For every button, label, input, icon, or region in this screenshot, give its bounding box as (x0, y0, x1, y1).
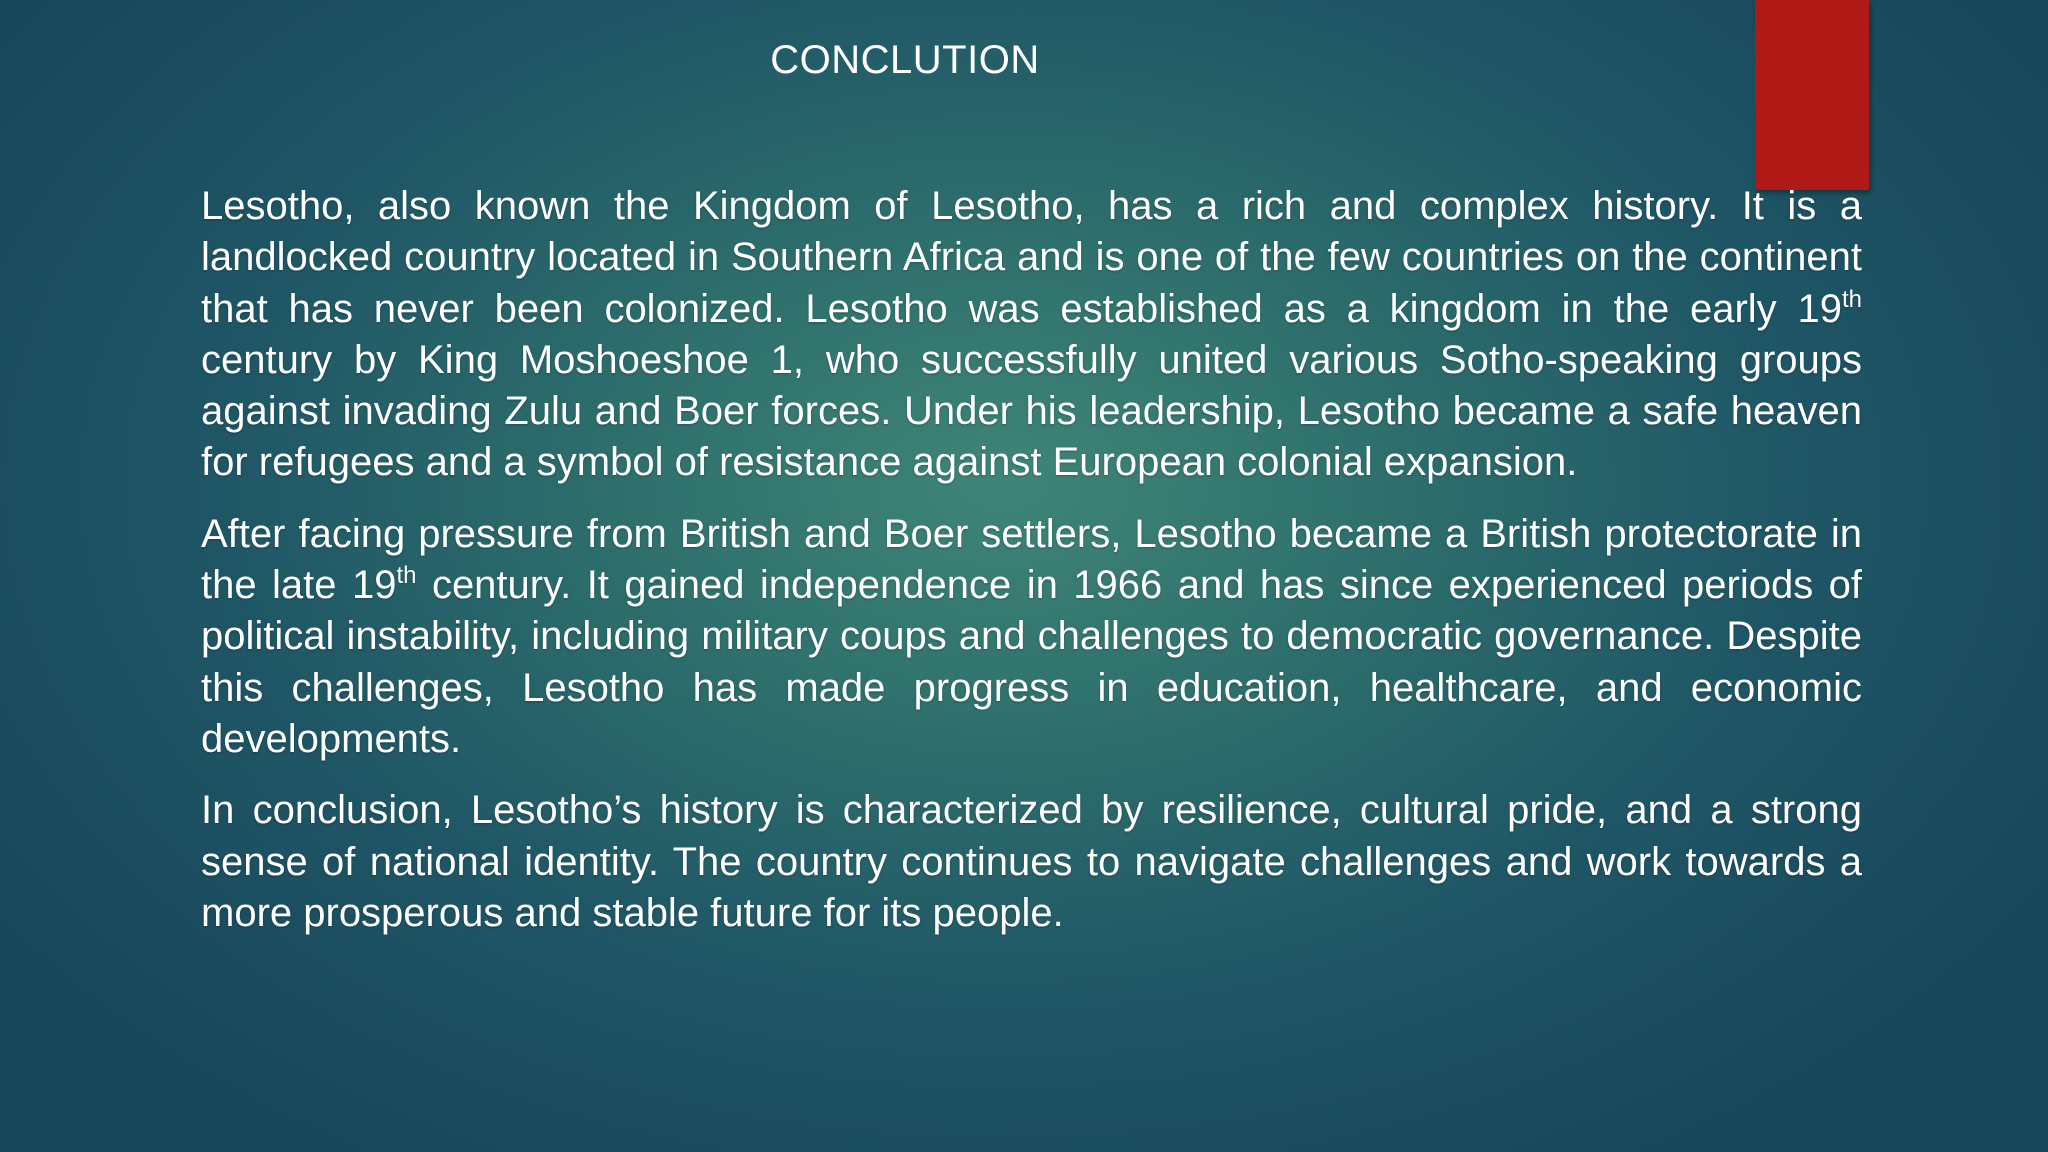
superscript-ordinal: th (1841, 285, 1862, 313)
paragraph-text: century. It gained independence in 1966 and has since experienced periods of political instability, including military coups and challenges to democratic governance. Despite this challenges, Lesotho has made progress in education, healthcare, and economic developments. (201, 563, 1862, 761)
paragraph-text: century by King Moshoeshoe 1, who successfully united various Sotho-speaking groups against invading Zulu and Boer forces. Under his leadership, Lesotho became a safe heaven for refugees and a symbol of resistance against European colonial expansion. (201, 337, 1862, 485)
paragraph-history (201, 181, 1862, 489)
slide-title: CONCLUTION (770, 38, 1040, 82)
superscript-ordinal: th (396, 562, 417, 590)
paragraph-text: Lesotho, also known the Kingdom of Lesotho, has a rich and complex history. It is a landlocked country located in Southern Africa and is one of the few countries on the continent that has never been colonized. Lesotho was established as a kingdom in the early 19 (201, 184, 1862, 331)
body-text (201, 181, 1862, 959)
paragraph-conclusion (201, 785, 1862, 939)
paragraph-protectorate (201, 509, 1862, 765)
paragraph-text: In conclusion, Lesotho’s history is characterized by resilience, cultural pride, and a strong sense of national identity. The country continues to navigate challenges and work towards a more prosperous and stable future for its people. (201, 788, 1862, 935)
paragraph-text: After facing pressure from British and Boer settlers, Lesotho became a British protectorate in the late 19 (201, 511, 1862, 608)
accent-bar (1755, 0, 1869, 190)
